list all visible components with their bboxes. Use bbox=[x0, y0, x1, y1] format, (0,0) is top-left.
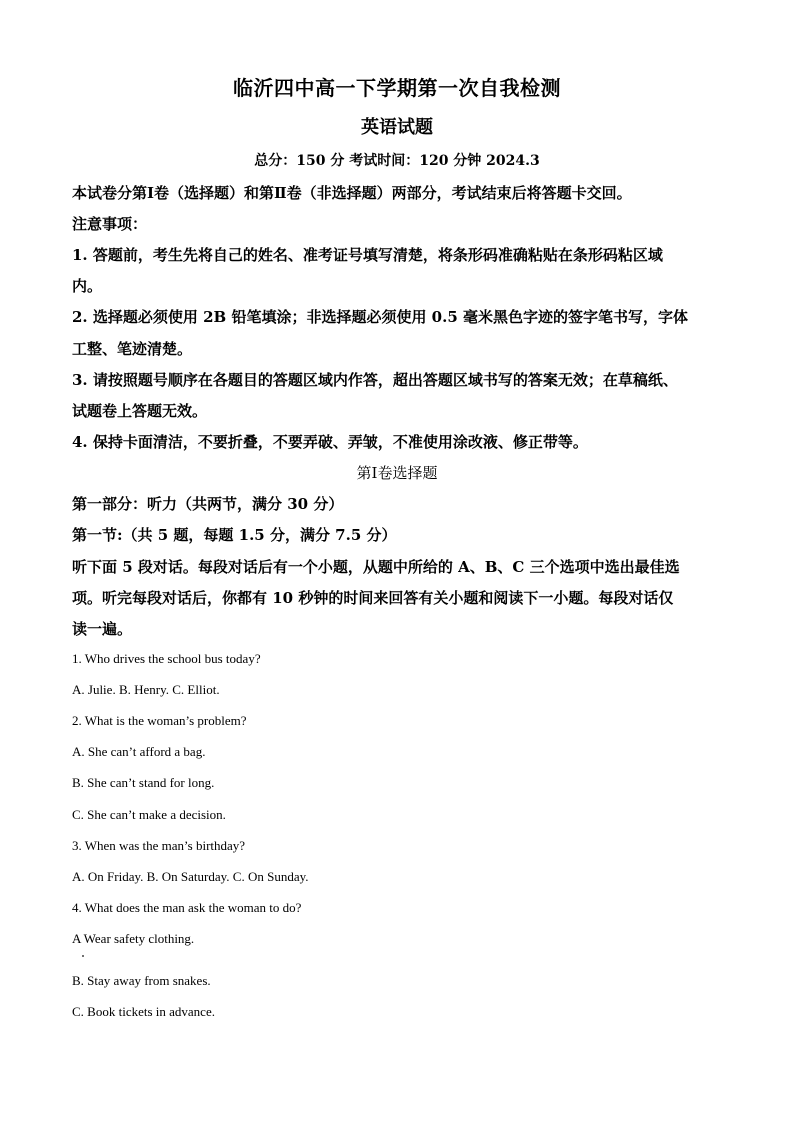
notice-3-line-2: 试题卷上答题无效。 bbox=[72, 402, 208, 420]
question-1-options: A. Julie. B. Henry. C. Elliot. bbox=[72, 682, 220, 697]
question-3: 3. When was the man’s birthday? bbox=[72, 838, 246, 853]
directions-line-2: 项。听完每段对话后，你都有 10 秒钟的时间来回答有关小题和阅读下一小题。每段对话仅 bbox=[72, 589, 674, 607]
notice-1-line-2: 内。 bbox=[72, 277, 103, 295]
question-3-options: A. On Friday. B. On Saturday. C. On Sunday. bbox=[72, 869, 309, 884]
question-4-option-b: B. Stay away from snakes. bbox=[72, 973, 211, 988]
question-2: 2. What is the woman’s problem? bbox=[72, 713, 247, 728]
question-2-option-c: C. She can’t make a decision. bbox=[72, 807, 226, 822]
section-heading: 第Ⅰ卷选择题 bbox=[356, 464, 438, 482]
question-2-option-a: A. She can’t afford a bag. bbox=[72, 744, 206, 759]
notice-2-line-2: 工整、笔迹清楚。 bbox=[72, 340, 193, 358]
directions-line-3: 读一遍。 bbox=[72, 620, 133, 638]
paper-statement: 本试卷分第Ⅰ卷（选择题）和第Ⅱ卷（非选择题）两部分，考试结束后将答题卡交回。 bbox=[72, 184, 632, 202]
question-4-option-c: C. Book tickets in advance. bbox=[72, 1004, 215, 1019]
question-4: 4. What does the man ask the woman to do? bbox=[72, 900, 302, 915]
exam-subtitle: 英语试题 bbox=[361, 117, 433, 138]
directions-line-1: 听下面 5 段对话。每段对话后有一个小题，从题中所给的 A、B、C 三个选项中选出最佳选 bbox=[72, 558, 680, 576]
notice-4-line-1: 4. 保持卡面清洁，不要折叠，不要弄破、弄皱，不准使用涂改液、修正带等。 bbox=[72, 433, 588, 451]
notice-heading: 注意事项： bbox=[72, 215, 148, 233]
question-2-option-b: B. She can’t stand for long. bbox=[72, 775, 215, 790]
question-1: 1. Who drives the school bus today? bbox=[72, 651, 261, 666]
exam-info: 总分：150 分 考试时间：120 分钟 2024.3 bbox=[254, 153, 540, 169]
question-4-option-a: A Wear safety clothing. bbox=[72, 931, 195, 946]
stray-dot-mark bbox=[82, 955, 84, 957]
part-1-heading: 第一部分：听力（共两节，满分 30 分） bbox=[72, 495, 344, 513]
notice-3-line-1: 3. 请按照题号顺序在各题目的答题区域内作答，超出答题区域书写的答案无效；在草稿纸、 bbox=[72, 371, 678, 389]
notice-1-line-1: 1. 答题前，考生先将自己的姓名、准考证号填写清楚，将条形码准确粘贴在条形码粘区域 bbox=[72, 246, 663, 264]
notice-2-line-1: 2. 选择题必须使用 2B 铅笔填涂；非选择题必须使用 0.5 毫米黑色字迹的签字笔书写，字体 bbox=[72, 308, 688, 326]
subsection-1-heading: 第一节:（共 5 题，每题 1.5 分，满分 7.5 分） bbox=[72, 526, 397, 544]
exam-title: 临沂四中高一下学期第一次自我检测 bbox=[233, 76, 561, 100]
